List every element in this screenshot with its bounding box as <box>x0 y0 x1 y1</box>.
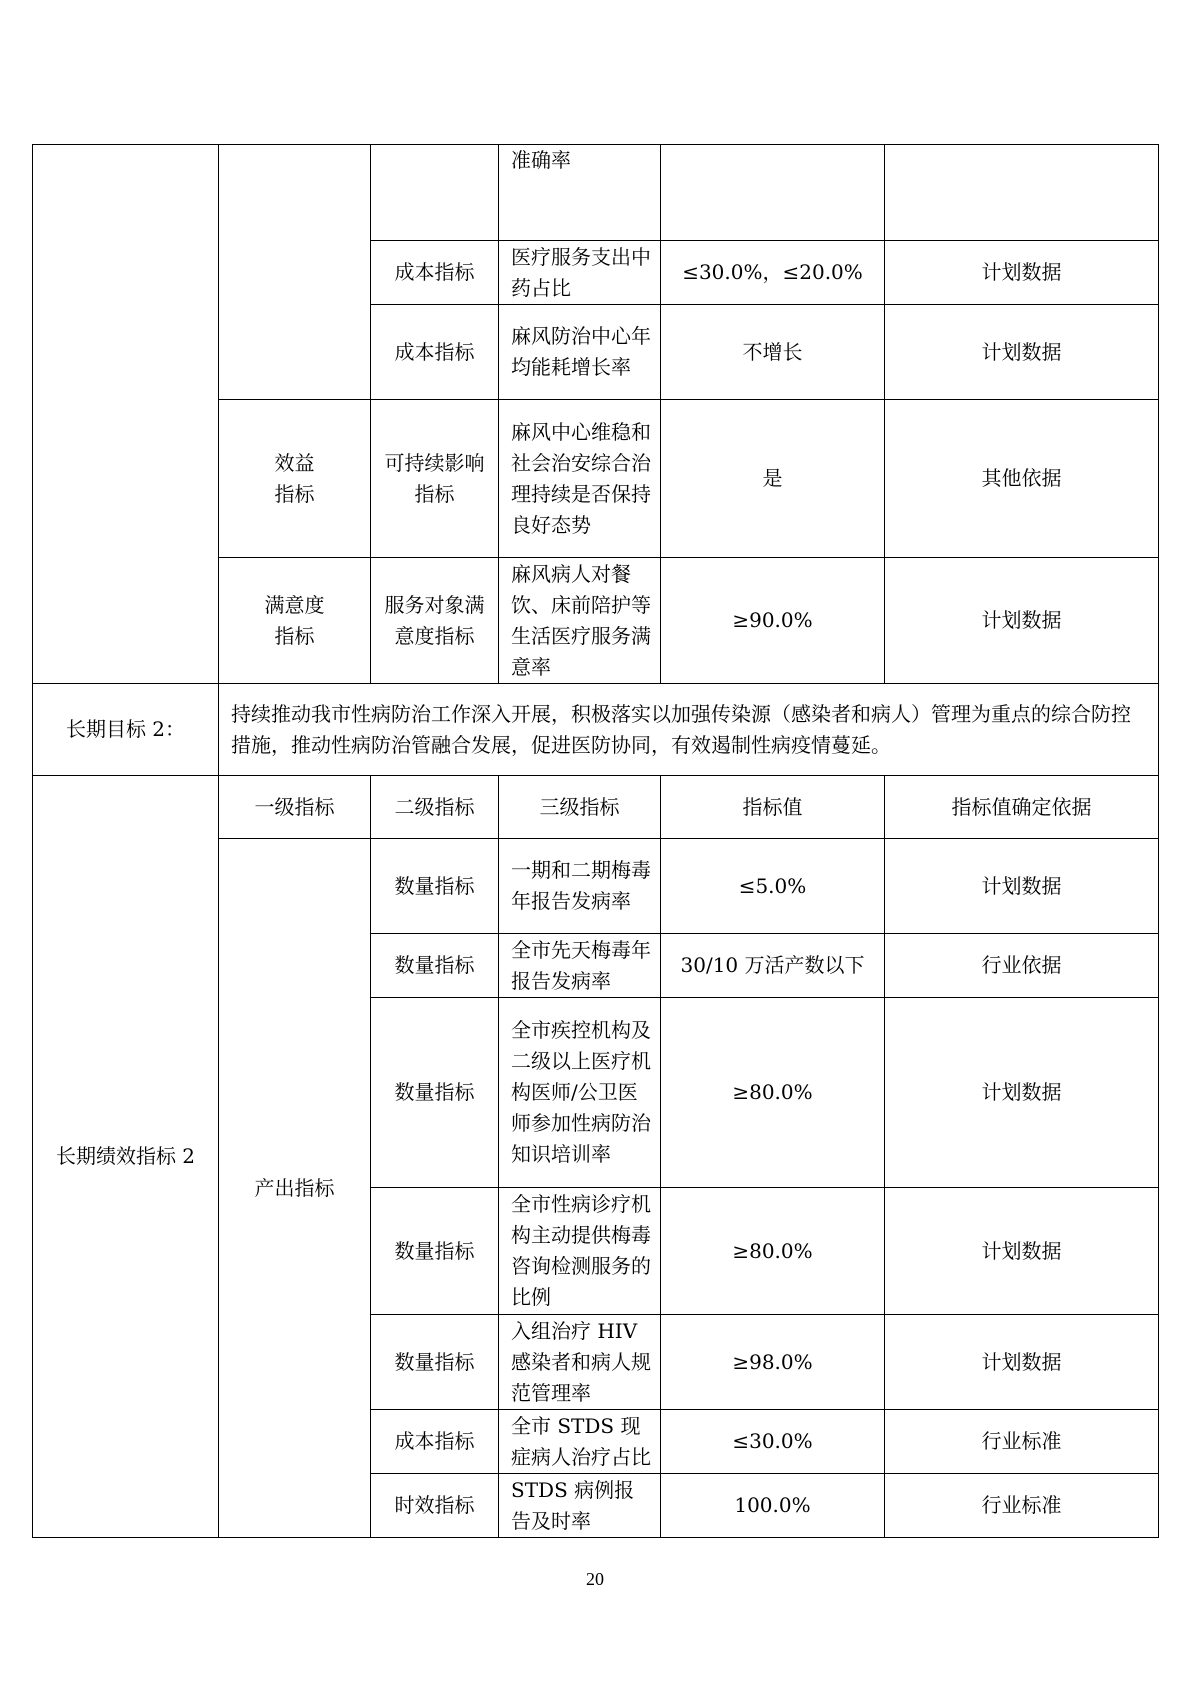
basis-cell: 计划数据 <box>885 241 1159 305</box>
value-cell: ≤30.0%，≤20.0% <box>661 241 885 305</box>
value-cell: 是 <box>661 400 885 558</box>
level2-cell: 成本指标 <box>371 1410 499 1474</box>
level3-cell: 全市 STDS 现症病人治疗占比 <box>499 1410 661 1474</box>
column-header: 三级指标 <box>499 776 661 839</box>
basis-cell: 计划数据 <box>885 305 1159 400</box>
level3-cell: 一期和二期梅毒年报告发病率 <box>499 839 661 934</box>
column-header: 一级指标 <box>219 776 371 839</box>
basis-cell: 计划数据 <box>885 839 1159 934</box>
column-header: 二级指标 <box>371 776 499 839</box>
column-header: 指标值 <box>661 776 885 839</box>
level1-cell: 满意度 指标 <box>219 558 371 684</box>
basis-cell <box>885 145 1159 241</box>
basis-cell: 计划数据 <box>885 558 1159 684</box>
value-cell: 不增长 <box>661 305 885 400</box>
level3-cell: 准确率 <box>499 145 661 241</box>
basis-cell: 计划数据 <box>885 1188 1159 1315</box>
level2-cell: 数量指标 <box>371 934 499 998</box>
value-cell: 100.0% <box>661 1474 885 1538</box>
empty-level2-cell <box>371 145 499 241</box>
level2-cell: 成本指标 <box>371 305 499 400</box>
indicator-table <box>32 144 1159 1538</box>
value-cell: ≥98.0% <box>661 1315 885 1410</box>
value-cell: ≤5.0% <box>661 839 885 934</box>
goal-text: 持续推动我市性病防治工作深入开展，积极落实以加强传染源（感染者和病人）管理为重点的综合防控措施，推动性病防治管融合发展，促进医防协同，有效遏制性病疫情蔓延。 <box>219 684 1159 776</box>
basis-cell: 计划数据 <box>885 1315 1159 1410</box>
level3-cell: 麻风中心维稳和社会治安综合治理持续是否保持良好态势 <box>499 400 661 558</box>
level2-cell: 时效指标 <box>371 1474 499 1538</box>
level3-cell: 全市先天梅毒年报告发病率 <box>499 934 661 998</box>
basis-cell: 行业标准 <box>885 1474 1159 1538</box>
level3-cell: 全市疾控机构及二级以上医疗机构医师/公卫医师参加性病防治知识培训率 <box>499 998 661 1188</box>
level3-cell: 入组治疗 HIV 感染者和病人规范管理率 <box>499 1315 661 1410</box>
goal-label: 长期目标 2： <box>33 684 219 776</box>
level2-cell: 成本指标 <box>371 241 499 305</box>
value-cell: ≥80.0% <box>661 998 885 1188</box>
value-cell: ≤30.0% <box>661 1410 885 1474</box>
column-header: 指标值确定依据 <box>885 776 1159 839</box>
level1-cell: 效益 指标 <box>219 400 371 558</box>
level3-cell: 医疗服务支出中药占比 <box>499 241 661 305</box>
level2-cell: 可持续影响指标 <box>371 400 499 558</box>
value-cell <box>661 145 885 241</box>
level3-cell: STDS 病例报告及时率 <box>499 1474 661 1538</box>
level3-cell: 麻风病人对餐饮、床前陪护等生活医疗服务满意率 <box>499 558 661 684</box>
indicators-label: 长期绩效指标 2 <box>33 776 219 1538</box>
value-cell: ≥80.0% <box>661 1188 885 1315</box>
empty-level1-cell <box>219 145 371 400</box>
basis-cell: 其他依据 <box>885 400 1159 558</box>
page-number: 20 <box>586 1569 604 1589</box>
empty-left-cell <box>33 145 219 684</box>
level2-cell: 数量指标 <box>371 998 499 1188</box>
level3-cell: 全市性病诊疗机构主动提供梅毒咨询检测服务的比例 <box>499 1188 661 1315</box>
value-cell: ≥90.0% <box>661 558 885 684</box>
basis-cell: 计划数据 <box>885 998 1159 1188</box>
level2-cell: 服务对象满意度指标 <box>371 558 499 684</box>
level3-cell: 麻风防治中心年均能耗增长率 <box>499 305 661 400</box>
value-cell: 30/10 万活产数以下 <box>661 934 885 998</box>
level2-cell: 数量指标 <box>371 1315 499 1410</box>
level2-cell: 数量指标 <box>371 1188 499 1315</box>
level1-cell: 产出指标 <box>219 839 371 1538</box>
basis-cell: 行业标准 <box>885 1410 1159 1474</box>
basis-cell: 行业依据 <box>885 934 1159 998</box>
level2-cell: 数量指标 <box>371 839 499 934</box>
